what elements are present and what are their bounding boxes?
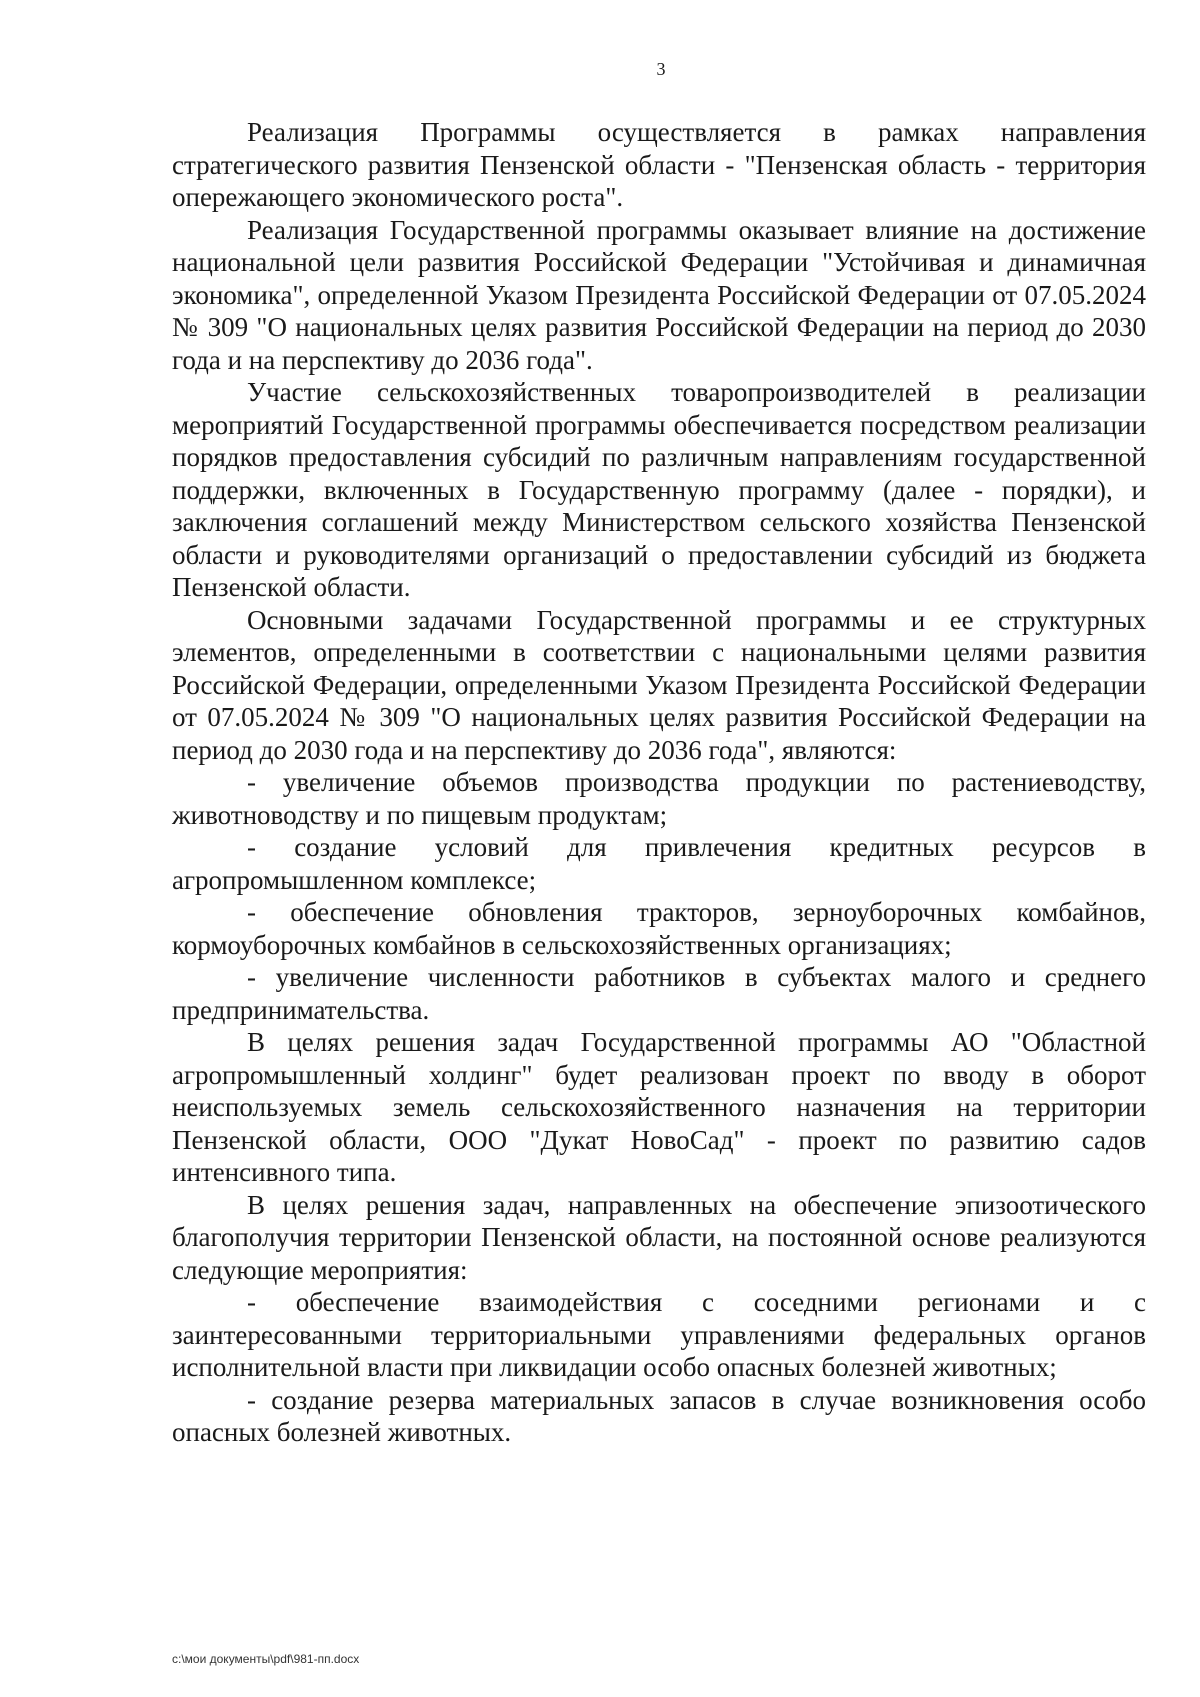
list-item: - создание условий для привлечения кредитных ресурсов в агропромышленном комплексе; <box>172 832 1146 895</box>
paragraph: В целях решения задач, направленных на обеспечение эпизоотического благополучия территории Пензенской области, на постоянной основе реализуются следующие мероприятия: <box>172 1189 1146 1285</box>
list-item: - обеспечение обновления тракторов, зерноуборочных комбайнов, кормоуборочных комбайнов в сельскохозяйственных организациях; <box>172 897 1146 960</box>
page-number: 3 <box>656 59 666 79</box>
paragraph: Реализация Программы осуществляется в рамках направления стратегического развития Пензенской области - "Пензенская область - территория опережающего экономического роста". <box>172 117 1146 212</box>
footer-file-path: c:\мои документы\pdf\981-пп.docx <box>172 1652 360 1666</box>
list-item: - увеличение объемов производства продукции по растениеводству, животноводству и по пищевым продуктам; <box>172 767 1146 830</box>
document-body <box>172 116 1146 1449</box>
list-item: - увеличение численности работников в субъектах малого и среднего предпринимательства. <box>172 962 1146 1025</box>
list-item: - обеспечение взаимодействия с соседними регионами и с заинтересованными территориальными управлениями федеральных органов исполнительной власти при ликвидации особо опасных болезней животных; <box>172 1287 1146 1382</box>
list-item: - создание резерва материальных запасов в случае возникновения особо опасных болезней животных. <box>172 1384 1146 1447</box>
paragraph: Участие сельскохозяйственных товаропроизводителей в реализации мероприятий Государственной программы обеспечивается посредством реализации порядков предоставления субсидий по различным направлениям государственной поддержки, включенных в Государственную программу (далее - порядки), и заключения соглашений между Министерством сельского хозяйства Пензенской области и руководителями организаций о предоставлении субсидий из бюджета Пензенской области. <box>172 377 1146 602</box>
paragraph: Реализация Государственной программы оказывает влияние на достижение национальной цели развития Российской Федерации "Устойчивая и динамичная экономика", определенной Указом Президента Российской Федерации от 07.05.2024 № 309 "О национальных целях развития Российской Федерации на период до 2030 года и на перспективу до 2036 года". <box>172 214 1146 375</box>
paragraph: Основными задачами Государственной программы и ее структурных элементов, определенными в соответствии с национальными целями развития Российской Федерации, определенными Указом Президента Российской Федерации от 07.05.2024 № 309 "О национальных целях развития Российской Федерации на период до 2030 года и на перспективу до 2036 года", являются: <box>172 604 1146 765</box>
paragraph: В целях решения задач Государственной программы АО "Областной агропромышленный холдинг" будет реализован проект по вводу в оборот неиспользуемых земель сельскохозяйственного назначения на территории Пензенской области, ООО "Дукат НовоСад" - проект по развитию садов интенсивного типа. <box>172 1027 1146 1187</box>
